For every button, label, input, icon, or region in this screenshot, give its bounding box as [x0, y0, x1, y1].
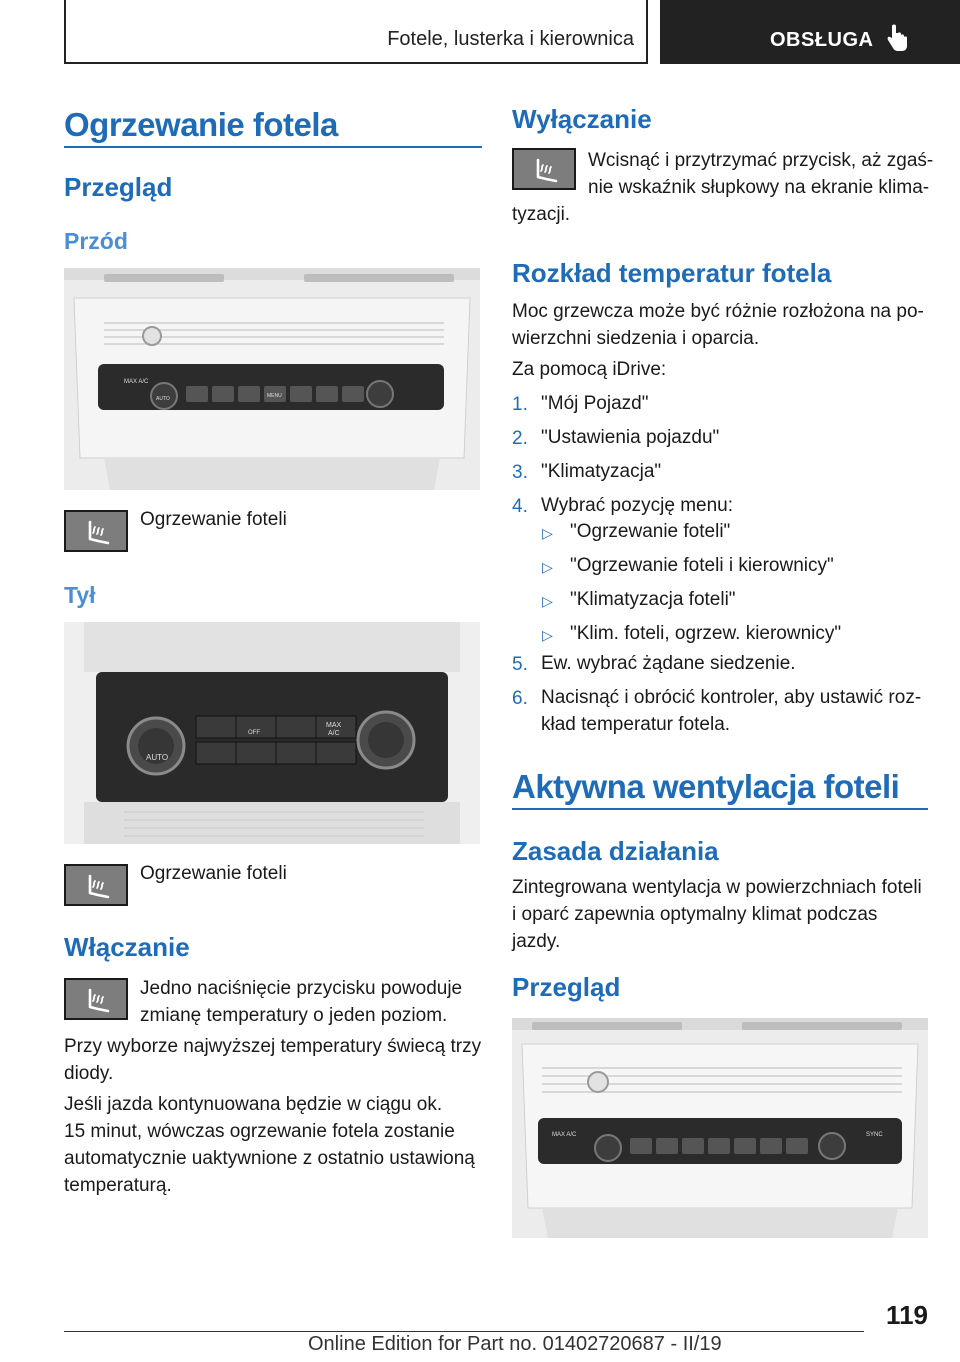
ventilation-panel-photo [512, 1018, 928, 1238]
step-number: 5. [512, 654, 528, 675]
switch-on-text-1: Jedno naciśnięcie przycisku powoduje [140, 978, 463, 999]
bullet-triangle-icon: ▷ [542, 593, 553, 609]
distribution-heading: Rozkład temperatur fotela [512, 258, 832, 288]
seat-heating-button-rear [64, 864, 128, 906]
step-text: "Klimatyzacja" [541, 461, 662, 482]
rear-heading: Tył [64, 582, 96, 608]
front-heading: Przód [64, 228, 128, 254]
principle-text-3: jazdy. [512, 931, 561, 952]
resume-text-3: automatycznie uaktywnione z ostatnio ustawioną [64, 1148, 475, 1169]
seat-heating-icon [532, 157, 560, 185]
front-caption: Ogrzewanie foteli [140, 509, 287, 530]
menu-option: "Klim. foteli, ogrzew. kierownicy" [570, 623, 842, 644]
resume-text-1: Jeśli jazda kontynuowana będzie w ciągu ok. [64, 1094, 443, 1115]
page-title: Ogrzewanie fotela [64, 106, 338, 143]
vent-max-ac-label: MAX A/C [552, 1132, 577, 1138]
menu-option: "Ogrzewanie foteli" [570, 521, 731, 542]
step-number: 2. [512, 428, 528, 449]
seat-heating-button [64, 510, 128, 552]
step-number: 4. [512, 496, 528, 517]
menu-option: "Ogrzewanie foteli i kierownicy" [570, 555, 834, 576]
switch-on-heading: Włączanie [64, 932, 190, 962]
bullet-triangle-icon: ▷ [542, 559, 553, 575]
bullet-triangle-icon: ▷ [542, 525, 553, 541]
rear-off-label: OFF [248, 730, 260, 736]
switch-off-text-2: nie wskaźnik słupkowy na ekranie klima- [588, 177, 930, 198]
ventilation-rule [512, 808, 928, 810]
idrive-intro: Za pomocą iDrive: [512, 359, 667, 380]
resume-text-4: temperaturą. [64, 1175, 172, 1196]
section-title: Fotele, lusterka i kierownica [387, 28, 634, 50]
page-number: 119 [886, 1300, 928, 1330]
switch-off-text-1: Wcisnąć i przytrzymać przycisk, aż zgaś- [588, 150, 934, 171]
distribution-text-2: wierzchni siedzenia i oparcia. [512, 328, 760, 349]
front-auto-label: AUTO [156, 396, 170, 402]
max-temp-text-1: Przy wyborze najwyższej temperatury świecą trzy [64, 1036, 482, 1057]
principle-heading: Zasada działania [512, 836, 719, 866]
seat-heating-button-on [64, 978, 128, 1020]
vent-sync-label: SYNC [866, 1132, 883, 1138]
resume-text-2: 15 minut, wówczas ogrzewanie fotela zostanie [64, 1121, 455, 1142]
pointing-hand-icon [886, 24, 908, 52]
rear-ac-label: A/C [328, 730, 340, 737]
rear-auto-label: AUTO [146, 753, 169, 762]
step-text: "Ustawienia pojazdu" [541, 427, 720, 448]
bullet-triangle-icon: ▷ [542, 627, 553, 643]
overview-heading-2: Przegląd [512, 972, 621, 1002]
chapter-tab [660, 0, 960, 64]
seat-heating-icon [84, 519, 112, 547]
principle-text-1: Zintegrowana wentylacja w powierzchniach foteli [512, 877, 922, 898]
menu-option: "Klimatyzacja foteli" [570, 589, 736, 610]
step-number: 6. [512, 688, 528, 709]
front-climate-panel-photo [64, 268, 480, 490]
step-text: kład temperatur fotela. [541, 714, 731, 735]
overview-heading: Przegląd [64, 172, 173, 202]
chapter-label: OBSŁUGA [770, 29, 874, 51]
max-temp-text-2: diody. [64, 1063, 114, 1084]
header-section-box [64, 0, 648, 64]
seat-heating-button-off [512, 148, 576, 190]
switch-off-text-3: tyzacji. [512, 204, 571, 225]
front-max-ac-label: MAX A/C [124, 379, 149, 385]
step-number: 1. [512, 394, 528, 415]
distribution-text-1: Moc grzewcza może być różnie rozłożona na po- [512, 301, 924, 322]
title-rule [64, 146, 482, 148]
seat-heating-icon [84, 873, 112, 901]
seat-heating-icon [84, 987, 112, 1015]
rear-caption: Ogrzewanie foteli [140, 863, 287, 884]
step-text: Ew. wybrać żądane siedzenie. [541, 653, 796, 674]
step-text: Wybrać pozycję menu: [541, 495, 734, 516]
ventilation-title: Aktywna wentylacja foteli [512, 768, 900, 805]
rear-max-label: MAX [326, 722, 342, 729]
step-number: 3. [512, 462, 528, 483]
principle-text-2: i oparć zapewnia optymalny klimat podczas [512, 904, 878, 925]
step-text: "Mój Pojazd" [541, 393, 649, 414]
footer-edition: Online Edition for Part no. 01402720687 - II/19 [308, 1333, 722, 1355]
switch-off-heading: Wyłączanie [512, 104, 652, 134]
step-text: Nacisnąć i obrócić kontroler, aby ustawić roz- [541, 687, 922, 708]
rear-climate-panel-photo [64, 622, 480, 844]
front-menu-label: MENU [267, 393, 282, 399]
footer-rule [64, 1331, 864, 1332]
switch-on-text-2: zmianę temperatury o jeden poziom. [140, 1005, 448, 1026]
